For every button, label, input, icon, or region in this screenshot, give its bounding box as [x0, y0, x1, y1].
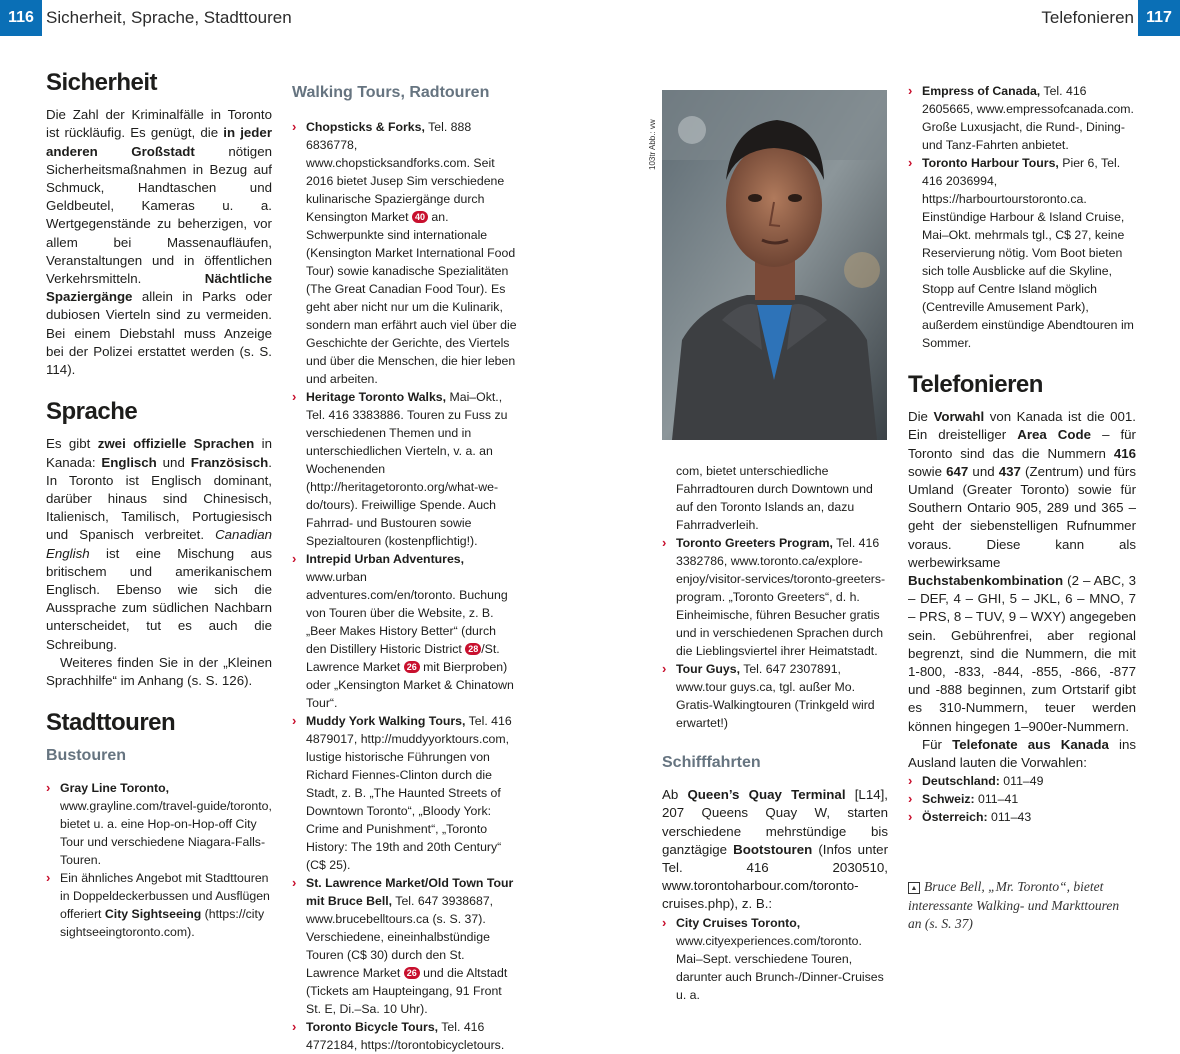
- heading-sicherheit: Sicherheit: [46, 69, 158, 96]
- photo-credit: 103tr Abb.: vw: [648, 119, 657, 170]
- paragraph-schifffahrten: Ab Queen’s Quay Terminal [L14], 207 Queens Quay W, starten verschiedene mehrstündige bis ganztägige Bootstouren (Infos unter Tel. 416 2030510, www.torontoharbour.com/toronto-cruises.php), z. B.:: [662, 787, 888, 912]
- walking-list: [292, 118, 518, 1054]
- portrait-image: [662, 90, 887, 440]
- page-number-left: 116: [0, 0, 42, 36]
- chevron-right-icon: ›: [46, 779, 51, 795]
- photo-reference-icon: ▲: [908, 882, 920, 894]
- chevron-right-icon: ›: [292, 119, 297, 135]
- chevron-right-icon: ›: [292, 389, 297, 405]
- running-header-left: [0, 0, 292, 36]
- list-item: › St. Lawrence Market/Old Town Tour mit Bruce Bell, Tel. 647 3938687, www.brucebelltours.ca (s. S. 37). Verschiedene, eineinhalbstündige Touren (C$ 30) durch den St. Lawrence Market 26 und die Altstadt (Tickets am Haupteingang, 91 Front St. E, Di.–Sa. 10 Uhr).: [292, 875, 514, 1017]
- chevron-right-icon: ›: [908, 773, 913, 789]
- chevron-right-icon: ›: [908, 791, 913, 807]
- subheading-bustouren: Bustouren: [46, 746, 126, 764]
- list-item: › Muddy York Walking Tours, Tel. 416 4879017, http://muddyyorktours.com, lustige historische Führungen von Richard Fiennes-Clinton durch die Stadt, z. B. „The Haunted Streets of Downtown Toronto“, „Bloody York: Crime and Punishment“, „Toronto History: The 19th and 20th Century“ (C$ 25).: [292, 713, 512, 873]
- running-header-right: [1041, 0, 1180, 36]
- list-item: › Österreich: 011–43: [908, 809, 1032, 825]
- list-item: › Toronto Greeters Program, Tel. 416 3382786, www.toronto.ca/explore-enjoy/visitor-services/toronto-greeters-program. „Toronto Greeters“, d. h. Einheimische, führen Besucher gratis und in verschiedenen Sprachen durch die Lieblingsviertel ihrer Heimatstadt.: [662, 535, 886, 658]
- bus-list: [46, 779, 272, 941]
- list-item: › Schweiz: 011–41: [908, 791, 1019, 807]
- list-item: › Empress of Canada, Tel. 416 2605665, www.empressofcanada.com. Große Luxusjacht, die Rund-, Dining- und Tanz-Fahrten anbietet.: [908, 83, 1134, 152]
- photo-bruce-bell: [662, 90, 887, 440]
- chevron-right-icon: ›: [292, 875, 297, 891]
- photo-caption: ▲ Bruce Bell, „Mr. Toronto“, bietet interessante Walking- und Markttouren an (s. S. 37): [908, 879, 1120, 931]
- ship-list-continued: [908, 82, 1136, 352]
- paragraph-sprachhilfe: Weiteres finden Sie in der „Kleinen Sprachhilfe“ im Anhang (s. S. 126).: [46, 654, 272, 689]
- list-item: › Gray Line Toronto, www.grayline.com/travel-guide/toronto, bietet u. a. eine Hop-on-Hop-off City Tour und verschiedene Niagara-Falls-Touren.: [46, 779, 272, 867]
- page-number-right: 117: [1138, 0, 1180, 36]
- map-marker-badge: 28: [465, 643, 481, 655]
- chevron-right-icon: ›: [292, 1019, 297, 1035]
- subheading-schifffahrten: Schifffahrten: [662, 754, 761, 771]
- list-item: › Ein ähnliches Angebot mit Stadttouren in Doppeldeckerbussen und Ausflügen offeriert City Sightseeing (https://city sightseeingtoronto.com).: [46, 869, 270, 939]
- chevron-right-icon: ›: [662, 535, 667, 550]
- list-item: › Chopsticks & Forks, Tel. 888 6836778, www.chopsticksandforks.com. Seit 2016 bietet Jusep Sim verschiedene kulinarische Spaziergänge durch Kensington Market 40 an. Schwerpunkte sind internationale (Kensington Market International Food Tour) sowie kanadische Spezialitäten (The Great Canadian Food Tour). Es geht aber nicht nur um die Kulinarik, sondern man erfährt auch viel über die Geschichte der Gerichte, des Viertels und über die Menschen, die hier leben und arbeiten.: [292, 119, 517, 387]
- paragraph-sprache: Es gibt zwei offizielle Sprachen in Kanada: Englisch und Französisch. In Toronto ist Englisch dominant, darüber hinaus sind Chinesisch, Italienisch, Tamilisch, Portugiesisch und Spanisch verbreitet. Canadian English ist eine Mischung aus britischem und amerikanischem Englisch. Ebenso wie sich die Aussprache zum südlichen Nachbarn unterscheidet, tut es auch die Schreibung.: [46, 436, 272, 652]
- heading-sprache: Sprache: [46, 398, 138, 426]
- paragraph-telefonieren: Die Vorwahl von Kanada ist die 001. Ein dreistelliger Area Code – für Toronto sind das die Nummern 416 sowie 647 und 437 (Zentrum) und fürs Umland (Greater Toronto) sowie für Southern Ontario 905, 289 und 365 – geht der siebenstelligen Rufnummer voraus. Diese kann als werbewirksame Buchstabenkombination (2 – ABC, 3 – DEF, 4 – GHI, 5 – JKL, 6 – MNO, 7 – PRS, 8 – TUV, 9 – WXY) angegeben sein. Gebührenfrei, aber regional begrenzt, sind die Nummern, die mit 1-800, -833, -844, -855, -866, -877 und -888 beginnen, zum Ortstarif gibt es 310-Nummern, teuer werden können hingegen 1–900er-Nummern.: [908, 409, 1137, 734]
- list-item: › Toronto Harbour Tours, Pier 6, Tel. 416 2036994, https://harbourtourstoronto.ca. Einstündige Harbour & Island Cruise, Mai–Okt. mehrmals tgl., C$ 27, keine Reservierung nötig. Vom Boot bieten sich tolle Ausblicke auf die Skyline, Stopp auf Centre Island möglich (Centreville Amusement Park), außerdem einstündige Abendtouren im Sommer.: [908, 155, 1134, 350]
- column-2: [292, 68, 518, 1054]
- chevron-right-icon: ›: [662, 661, 667, 676]
- chevron-right-icon: ›: [908, 83, 913, 98]
- list-item: › Intrepid Urban Adventures, www.urban adventures.com/en/toronto. Buchung von Touren über die Website, z. B. „Beer Makes History Better“ (durch den Distillery Historic District 28 /St. Lawrence Market 26 mit Bierproben) oder „Kensington Market & Chinatown Tour“.: [292, 551, 514, 711]
- subheading-walking-tours: Walking Tours, Radtouren: [292, 84, 490, 101]
- country-code-list: [908, 772, 1136, 826]
- paragraph-sicherheit: Die Zahl der Kriminalfälle in Toronto ist rückläufig. Es genügt, die in jeder anderen Großstadt nötigen Sicherheitsmaßnahmen in Bezug auf Schmuck, Handtaschen und Geldbeutel, Kameras u. a. Wertgegenstände zu beherzigen, vor allem bei Massenaufläufen, Veranstaltungen und in öffentlichen Verkehrsmitteln. Nächtliche Spaziergänge allein in Parks oder dubiosen Vierteln sind zu vermeiden. Bei einem Diebstahl muss Anzeige bei der Polizei erstattet werden (s. S. 114).: [46, 107, 272, 378]
- map-marker-badge: 40: [412, 211, 428, 223]
- list-item-continued: com, bietet unterschiedliche Fahrradtouren durch Downtown und auf den Toronto Islands an, dazu Fahrradverleih.: [676, 464, 873, 532]
- chevron-right-icon: ›: [292, 551, 297, 567]
- map-marker-badge: 26: [404, 967, 420, 979]
- list-item: › Tour Guys, Tel. 647 2307891, www.tour guys.ca, tgl. außer Mo. Gratis-Walkingtouren (Trinkgeld wird erwartet!): [662, 661, 875, 730]
- ship-list: [662, 914, 888, 1004]
- map-marker-badge: 26: [404, 661, 420, 673]
- running-title-left: Sicherheit, Sprache, Stadttouren: [46, 8, 292, 27]
- walking-list-continued: [662, 462, 888, 732]
- heading-telefonieren: Telefonieren: [908, 371, 1043, 398]
- list-item: › Heritage Toronto Walks, Mai–Okt., Tel. 416 3383886. Touren zu Fuss zu verschiedenen Themen und in unterschiedlichen Vierteln, v. a. an Wochenenden (http://heritagetoronto.org/what-we-do/tours). Freiwillige Spende. Auch Fahrrad- und Bustouren sowie Spezialtouren (kostenpflichtig!).: [292, 389, 508, 549]
- heading-stadttouren: Stadttouren: [46, 709, 176, 737]
- list-item: › City Cruises Toronto, www.cityexperiences.com/toronto. Mai–Sept. verschiedene Touren, darunter auch Brunch-/Dinner-Cruises u. a.: [662, 914, 884, 1002]
- chevron-right-icon: ›: [908, 155, 913, 170]
- list-item: › Toronto Bicycle Tours, Tel. 416 4772184, https://torontobicycletours.: [292, 1019, 505, 1053]
- chevron-right-icon: ›: [908, 809, 913, 825]
- chevron-right-icon: ›: [662, 914, 667, 930]
- column-1: [46, 68, 272, 941]
- column-3: [662, 462, 888, 1004]
- chevron-right-icon: ›: [292, 713, 297, 729]
- list-item: › Deutschland: 011–49: [908, 773, 1044, 789]
- running-title-right: Telefonieren: [1041, 8, 1134, 27]
- column-4: [908, 82, 1136, 826]
- chevron-right-icon: ›: [46, 869, 51, 885]
- paragraph-auslandsvorwahl: Für Telefonate aus Kanada ins Ausland lauten die Vorwahlen:: [908, 736, 1136, 771]
